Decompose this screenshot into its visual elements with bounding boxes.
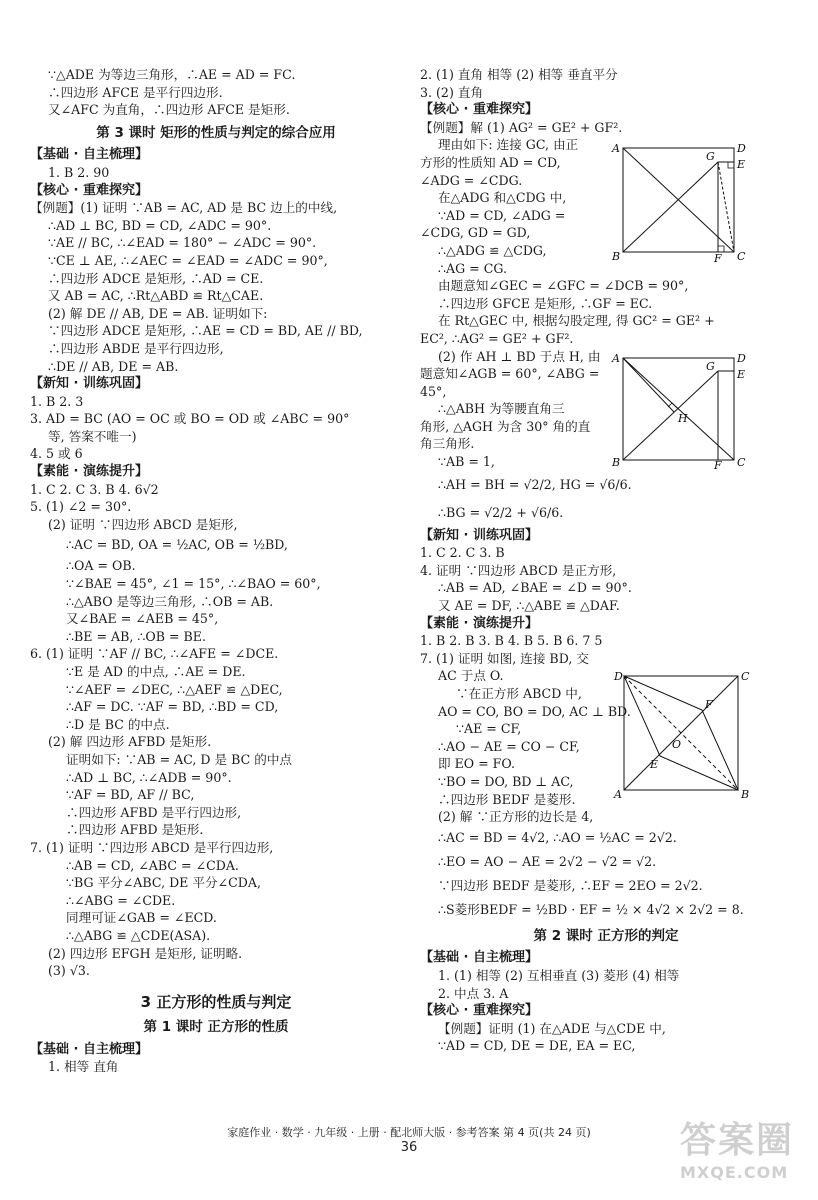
text-line: ∴BG = √2/2 + √6/6. [438,504,564,520]
text-line: ∠CDG, GD = GD, [420,225,531,241]
watermark-text: 答案圈 [680,1120,795,1161]
page-number: 36 [400,1140,418,1155]
text-line: (2) 解 ∵正方形的边长是 4, [438,809,594,825]
text-line: ∴S菱形BEDF = ½BD · EF = ½ × 4√2 × 2√2 = 8. [438,901,744,917]
section-heading: 【核心 · 重难探究】 [30,182,148,198]
text-line: 1. C 2. C 3. B 4. 6√2 [30,481,159,497]
text-line: 等, 答案不唯一) [48,428,137,444]
text-line: ∴四边形 GFCE 是矩形, ∴GF = EC. [438,295,653,311]
fig2-label-c: C [737,456,746,469]
text-line: (2) 解 四边形 AFBD 是矩形. [48,734,212,750]
watermark-logo [680,1112,812,1196]
fig3-label-d: D [614,670,623,683]
section-heading: 【新知 · 训练巩固】 [30,376,148,392]
text-line: ∵AE = CF, [456,721,522,737]
text-line: (2) 作 AH ⊥ BD 于点 H, 由 [438,348,601,364]
text-line: ∴AB = CD, ∠ABC = ∠CDA. [66,857,239,873]
text-line: 由题意知∠GEC = ∠GFC = ∠DCB = 90°, [438,278,689,294]
text-line: 45°, [420,383,447,399]
text-line: AC 于点 O. [438,668,504,684]
section-heading: 【新知 · 训练巩固】 [420,527,538,543]
text-line: ∵∠BAE = 45°, ∠1 = 15°, ∴∠BAO = 60°, [66,576,321,592]
text-line: ∴OA = OB. [66,558,136,574]
section-heading: 【基础 · 自主梳理】 [30,1041,148,1057]
text-line: (2) 四边形 EFGH 是矩形, 证明略. [48,945,243,961]
text-line: 又 AE = DF, ∴△ABE ≌ △DAF. [438,598,620,614]
text-line: ∵∠AEF = ∠DEC, ∴△AEF ≌ △DEC, [66,681,283,697]
fig1-label-b: B [612,250,621,262]
text-line: ∴四边形 ABDE 是平行四边形, [48,340,224,356]
text-line: 1. B 2. 3 [30,393,84,409]
text-line: 即 EO = FO. [438,756,516,772]
fig1-label-d: D [737,142,746,155]
text-line: 2. (1) 直角 相等 (2) 相等 垂直平分 [420,67,618,82]
text-line: 7. (1) 证明 如图, 连接 BD, 交 [420,650,589,666]
text-line: AO = CO, BO = DO, AC ⊥ BD. [438,703,631,719]
text-line: ∵AE // BC, ∴∠EAD = 180° − ∠ADC = 90°. [48,235,317,251]
fig2-label-d: D [737,352,746,365]
fig2-label-e: E [737,368,746,381]
lesson-title: 第 2 课时 正方形的判定 [533,927,679,944]
text-line: 1. 相等 直角 [48,1059,119,1075]
text-line: 【例题】解 (1) AG² = GE² + GF². [420,119,623,135]
text-line: ∴四边形 ADCE 是矩形, ∴AD = CE. [48,270,264,286]
text-line: ∵四边形 BEDF 是菱形, ∴EF = 2EO = 2√2. [438,877,703,893]
text-line: ∴AC = BD, OA = ½AC, OB = ½BD, [66,537,288,553]
section-heading: 【素能 · 演练提升】 [30,464,148,480]
text-line: ∴AD ⊥ BC, BD = CD, ∠ADC = 90°. [48,217,272,233]
text-line: EC², ∴AG² = GE² + GF². [420,330,574,346]
text-line: ∵CE ⊥ AE, ∴∠AEC = ∠EAD = ∠ADC = 90°, [48,252,328,268]
text-line: ∴DE // AB, DE = AB. [48,358,179,374]
fig3-label-a: A [614,788,622,800]
text-line: ∴四边形 AFCE 是平行四边形. [48,84,223,100]
fig2-label-g: G [706,360,715,373]
text-line: ∵BO = DO, BD ⊥ AC, [438,773,574,789]
fig1-label-e: E [737,158,746,171]
text-line: ∴四边形 BEDF 是菱形. [438,791,576,807]
text-line: (3) √3. [48,963,90,979]
fig2-label-h: H [678,412,688,425]
text-line: ∵AD = CD, ∠ADG = [438,207,566,223]
text-line: 方形的性质知 AD = CD, [420,154,561,170]
text-line: 【例题】证明 (1) 在△ADE 与△CDE 中, [438,1020,666,1036]
fig1-label-c: C [737,250,746,262]
text-line: 3. AD = BC (AO = OC 或 BO = OD 或 ∠ABC = 90° [30,411,350,427]
text-line: 4. 5 或 6 [30,446,83,462]
text-line: 又∠BAE = ∠AEB = 45°, [66,611,219,627]
text-line: 1. C 2. C 3. B [420,545,505,561]
text-line: (2) 解 DE // AB, DE = AB. 证明如下: [48,305,268,321]
fig2-label-b: B [612,456,621,469]
text-line: 理由如下: 连接 GC, 由正 [438,137,579,153]
text-line: ∵△ADE 为等边三角形，∴AE = AD = FC. [48,67,296,82]
text-line: 【例题】(1) 证明 ∵AB = AC, AD 是 BC 边上的中线, [30,200,338,216]
fig1-label-f: F [714,252,722,262]
fig1-label-g: G [706,150,715,163]
section-heading: 【素能 · 演练提升】 [420,615,538,631]
text-line: ∴EO = AO − AE = 2√2 − √2 = √2. [438,853,657,869]
text-line: 1. (1) 相等 (2) 互相垂直 (3) 菱形 (4) 相等 [438,967,680,983]
text-line: 题意知∠AGB = 60°, ∠ABG = [420,366,600,382]
text-line: 4. 证明 ∵四边形 ABCD 是正方形, [420,562,617,578]
text-line: 证明如下: ∵AB = AC, D 是 BC 的中点 [66,751,293,767]
section-heading: 【核心 · 重难探究】 [420,102,538,118]
figure-square-1 [608,140,748,262]
text-line: ∴AG = CG. [438,260,507,276]
text-line: 1. B 2. 90 [48,164,110,180]
text-line: 角形, △AGH 为含 30° 角的直 [420,418,591,434]
text-line: ∴AH = BH = √2/2, HG = √6/6. [438,476,632,492]
text-line: ∵四边形 ADCE 是矩形, ∴AE = CD = BD, AE // BD, [48,323,363,339]
text-line: ∴△ABO 是等边三角形, ∴OB = AB. [66,593,274,609]
page-footer: 家庭作业 · 数学 · 九年级 · 上册 · 配北师大版 · 参考答案 第 4 页(共 24 页) [227,1126,591,1139]
text-line: 在△ADG 和△CDG 中, [438,190,567,206]
section-heading: 【基础 · 自主梳理】 [420,950,538,966]
text-line: 1. B 2. B 3. B 4. B 5. B 6. 7 5 [420,633,603,649]
text-line: 6. (1) 证明 ∵AF // BC, ∴∠AFE = ∠DCE. [30,646,279,662]
text-line: ∴四边形 AFBD 是平行四边形, [66,804,242,820]
text-line: 5. (1) ∠2 = 30°. [30,499,132,515]
chapter-title: 3 正方形的性质与判定 [140,992,292,1011]
section-heading: 【核心 · 重难探究】 [420,1003,538,1019]
lesson-title: 第 1 课时 正方形的性质 [143,1019,289,1036]
fig3-label-c: C [741,670,750,683]
text-line: ∵AB = 1, [438,454,495,470]
figure-square-2 [608,352,748,470]
text-line: 又 AB = AC, ∴Rt△ABD ≌ Rt△CAE. [48,288,264,304]
fig3-label-o: O [672,738,682,751]
text-line: ∴AB = AD, ∠BAE = ∠D = 90°. [438,580,632,596]
text-line: ∴BE = AB, ∴OB = BE. [66,628,206,644]
text-line: ∴∠ABG = ∠CDE. [66,892,176,908]
text-line: ∴AD ⊥ BC, ∴∠ADB = 90°. [66,769,232,785]
fig1-label-a: A [612,142,620,155]
text-line: ∵AF = BD, AF // BC, [66,787,195,803]
text-line: ∠ADG = ∠CDG. [420,172,523,188]
text-line: ∴四边形 AFBD 是矩形. [66,822,204,838]
text-line: ∴△ADG ≌ △CDG, [438,242,547,258]
text-line: ∴D 是 BC 的中点. [66,716,170,732]
text-line: 同理可证∠GAB = ∠ECD. [66,910,217,926]
fig2-label-f: F [714,459,722,470]
fig2-label-a: A [612,352,620,365]
text-line: ∵在正方形 ABCD 中, [456,686,582,701]
text-line: 角三角形. [420,436,475,452]
section-heading: 【基础 · 自主梳理】 [30,147,148,163]
lesson-title: 第 3 课时 矩形的性质与判定的综合应用 [96,124,336,141]
text-line: ∴△ABH 为等腰直角三 [438,401,565,417]
text-line: ∴AF = DC. ∵AF = BD, ∴BD = CD, [66,699,279,715]
text-line: ∵E 是 AD 的中点, ∴AE = DE. [66,664,246,679]
text-line: 2. 中点 3. A [438,985,509,1001]
text-line: ∴△ABG ≌ △CDE(ASA). [66,927,211,943]
text-line: ∵BG 平分∠ABC, DE 平分∠CDA, [66,875,261,891]
text-line: 3. (2) 直角 [420,84,484,100]
figure-square-3 [612,668,752,800]
text-line: ∴AO − AE = CO − CF, [438,738,580,754]
fig3-label-f: F [705,698,713,711]
fig3-label-b: B [741,788,750,800]
text-line: (2) 证明 ∵四边形 ABCD 是矩形, [48,516,238,532]
text-line: ∵AD = CD, DE = DE, EA = EC, [438,1038,636,1054]
left-column [30,66,402,1076]
text-line: ∴AC = BD = 4√2, ∴AO = ½AC = 2√2. [438,829,677,845]
fig3-label-e: E [650,758,659,771]
watermark-url: MXQE.COM [680,1163,789,1182]
text-line: 7. (1) 证明 ∵四边形 ABCD 是平行四边形, [30,839,274,855]
text-line: 在 Rt△GEC 中, 根据勾股定理, 得 GC² = GE² + [438,313,715,329]
text-line: 又∠AFC 为直角，∴四边形 AFCE 是矩形. [48,102,290,118]
